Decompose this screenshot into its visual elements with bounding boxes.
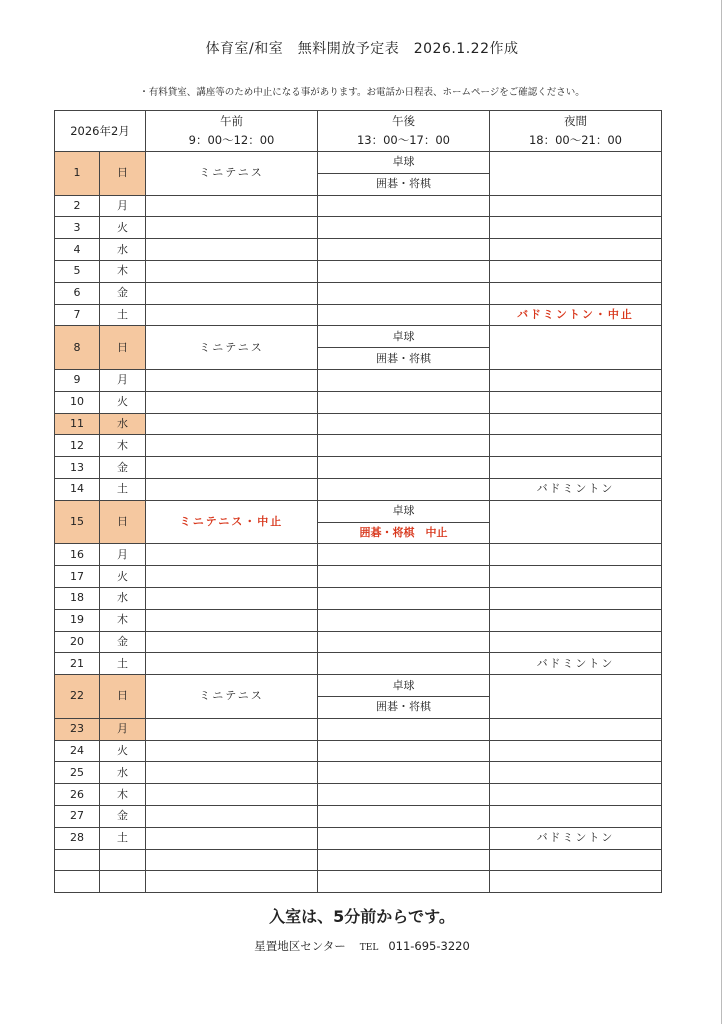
morning-activity — [146, 827, 318, 849]
day-number: 16 — [55, 544, 100, 566]
day-number: 28 — [55, 827, 100, 849]
day-row — [55, 675, 662, 697]
afternoon-activity — [318, 827, 490, 849]
morning-activity — [146, 391, 318, 413]
afternoon-activity: 囲碁・将棋 — [318, 696, 490, 718]
weekday: 土 — [100, 478, 146, 500]
weekday: 金 — [100, 282, 146, 304]
weekday: 金 — [100, 805, 146, 827]
morning-activity — [146, 566, 318, 588]
weekday: 木 — [100, 609, 146, 631]
weekday: 水 — [100, 239, 146, 261]
afternoon-time: 13：00～17：00 — [356, 133, 451, 147]
night-activity: バドミントン・中止 — [490, 304, 662, 326]
morning-activity — [146, 260, 318, 282]
blank-row — [55, 871, 662, 893]
day-number: 25 — [55, 762, 100, 784]
day-row — [55, 805, 662, 827]
schedule-table — [54, 110, 662, 893]
day-row — [55, 260, 662, 282]
afternoon-activity: 囲碁・将棋 — [318, 348, 490, 370]
night-activity — [490, 544, 662, 566]
afternoon-activity — [318, 544, 490, 566]
night-activity — [490, 609, 662, 631]
night-activity — [490, 217, 662, 239]
day-number: 19 — [55, 609, 100, 631]
weekday: 水 — [100, 413, 146, 435]
afternoon-activity — [318, 413, 490, 435]
day-number: 11 — [55, 413, 100, 435]
night-activity — [490, 566, 662, 588]
night-activity — [490, 805, 662, 827]
afternoon-activity — [318, 740, 490, 762]
morning-activity — [146, 457, 318, 479]
afternoon-activity: 卓球 — [318, 675, 490, 697]
morning-activity — [146, 762, 318, 784]
day-number: 10 — [55, 391, 100, 413]
day-row — [55, 326, 662, 348]
morning-activity: ミニテニス — [146, 675, 318, 719]
month-header: 2026年2月 — [55, 111, 146, 152]
notice: ・有料貸室、講座等のため中止になる事があります。お電話か日程表、ホームページをご確認ください。 — [139, 87, 585, 98]
day-number: 3 — [55, 217, 100, 239]
morning-activity — [146, 195, 318, 217]
morning-activity — [146, 304, 318, 326]
night-activity — [490, 195, 662, 217]
morning-activity — [146, 239, 318, 261]
weekday: 土 — [100, 304, 146, 326]
day-number: 4 — [55, 239, 100, 261]
day-row — [55, 152, 662, 174]
morning-activity — [146, 609, 318, 631]
afternoon-activity — [318, 631, 490, 653]
day-row — [55, 740, 662, 762]
afternoon-activity — [318, 260, 490, 282]
morning-activity — [146, 718, 318, 740]
afternoon-label: 午後 — [392, 114, 415, 128]
morning-activity — [146, 435, 318, 457]
day-row — [55, 784, 662, 806]
afternoon-activity — [318, 718, 490, 740]
afternoon-activity — [318, 304, 490, 326]
morning-activity: ミニテニス — [146, 152, 318, 196]
morning-activity: ミニテニス・中止 — [146, 500, 318, 544]
morning-activity — [146, 784, 318, 806]
day-number: 9 — [55, 369, 100, 391]
day-row — [55, 195, 662, 217]
night-activity: バドミントン — [490, 827, 662, 849]
afternoon-activity: 囲碁・将棋 — [318, 173, 490, 195]
afternoon-activity: 卓球 — [318, 326, 490, 348]
night-activity — [490, 282, 662, 304]
blank-cell — [318, 849, 490, 871]
afternoon-activity — [318, 435, 490, 457]
day-number: 13 — [55, 457, 100, 479]
morning-activity — [146, 282, 318, 304]
afternoon-header — [318, 111, 490, 152]
night-activity — [490, 152, 662, 196]
night-activity — [490, 435, 662, 457]
day-row — [55, 653, 662, 675]
night-activity — [490, 784, 662, 806]
morning-activity — [146, 369, 318, 391]
blank-cell — [318, 871, 490, 893]
night-activity — [490, 457, 662, 479]
day-number: 22 — [55, 675, 100, 719]
morning-activity: ミニテニス — [146, 326, 318, 370]
afternoon-activity — [318, 587, 490, 609]
afternoon-activity — [318, 239, 490, 261]
weekday: 火 — [100, 217, 146, 239]
night-activity — [490, 675, 662, 719]
weekday: 火 — [100, 391, 146, 413]
day-row — [55, 304, 662, 326]
weekday: 火 — [100, 566, 146, 588]
blank-row — [55, 849, 662, 871]
day-number: 17 — [55, 566, 100, 588]
day-number: 20 — [55, 631, 100, 653]
night-activity — [490, 587, 662, 609]
blank-cell — [490, 849, 662, 871]
night-activity — [490, 413, 662, 435]
morning-header — [146, 111, 318, 152]
weekday: 木 — [100, 260, 146, 282]
day-number: 2 — [55, 195, 100, 217]
day-number: 26 — [55, 784, 100, 806]
day-number: 18 — [55, 587, 100, 609]
day-number: 27 — [55, 805, 100, 827]
day-row — [55, 391, 662, 413]
morning-activity — [146, 740, 318, 762]
blank-cell — [55, 849, 100, 871]
entry-note: 入室は、5分前からです。 — [269, 907, 455, 926]
morning-activity — [146, 653, 318, 675]
day-row — [55, 827, 662, 849]
day-row — [55, 762, 662, 784]
day-row — [55, 282, 662, 304]
contact — [0, 938, 724, 954]
day-number: 15 — [55, 500, 100, 544]
afternoon-activity — [318, 478, 490, 500]
weekday: 月 — [100, 369, 146, 391]
morning-activity — [146, 478, 318, 500]
afternoon-activity: 卓球 — [318, 152, 490, 174]
day-row — [55, 217, 662, 239]
day-row — [55, 500, 662, 522]
night-activity: バドミントン — [490, 478, 662, 500]
blank-cell — [100, 849, 146, 871]
morning-activity — [146, 544, 318, 566]
afternoon-activity — [318, 762, 490, 784]
weekday: 水 — [100, 587, 146, 609]
day-row — [55, 631, 662, 653]
day-row — [55, 478, 662, 500]
day-row — [55, 718, 662, 740]
blank-cell — [146, 849, 318, 871]
afternoon-activity — [318, 195, 490, 217]
afternoon-activity — [318, 566, 490, 588]
afternoon-activity: 囲碁・将棋 中止 — [318, 522, 490, 544]
morning-activity — [146, 631, 318, 653]
weekday: 日 — [100, 675, 146, 719]
day-number: 12 — [55, 435, 100, 457]
tel-number: 011-695-3220 — [388, 939, 470, 953]
night-activity — [490, 326, 662, 370]
weekday: 月 — [100, 544, 146, 566]
weekday: 木 — [100, 435, 146, 457]
afternoon-activity — [318, 653, 490, 675]
tel-label: TEL — [359, 943, 379, 953]
afternoon-activity — [318, 217, 490, 239]
night-activity — [490, 762, 662, 784]
blank-cell — [146, 871, 318, 893]
morning-activity — [146, 587, 318, 609]
night-activity — [490, 718, 662, 740]
day-row — [55, 239, 662, 261]
day-row — [55, 587, 662, 609]
day-number: 8 — [55, 326, 100, 370]
night-activity — [490, 391, 662, 413]
day-number: 1 — [55, 152, 100, 196]
day-row — [55, 544, 662, 566]
night-activity — [490, 239, 662, 261]
weekday: 日 — [100, 326, 146, 370]
weekday: 木 — [100, 784, 146, 806]
night-activity — [490, 500, 662, 544]
weekday: 月 — [100, 195, 146, 217]
blank-cell — [490, 871, 662, 893]
night-activity — [490, 260, 662, 282]
afternoon-activity — [318, 391, 490, 413]
night-label: 夜間 — [564, 114, 587, 128]
blank-cell — [100, 871, 146, 893]
afternoon-activity — [318, 784, 490, 806]
day-number: 5 — [55, 260, 100, 282]
morning-activity — [146, 805, 318, 827]
center-name: 星置地区センター — [254, 939, 346, 953]
weekday: 金 — [100, 457, 146, 479]
day-row — [55, 566, 662, 588]
weekday: 土 — [100, 827, 146, 849]
night-time: 18：00～21：00 — [528, 133, 623, 147]
night-activity: バドミントン — [490, 653, 662, 675]
day-number: 21 — [55, 653, 100, 675]
afternoon-activity — [318, 457, 490, 479]
day-number: 7 — [55, 304, 100, 326]
header-row — [55, 111, 662, 152]
blank-cell — [55, 871, 100, 893]
weekday: 月 — [100, 718, 146, 740]
morning-activity — [146, 217, 318, 239]
afternoon-activity: 卓球 — [318, 500, 490, 522]
day-row — [55, 413, 662, 435]
day-number: 23 — [55, 718, 100, 740]
night-activity — [490, 740, 662, 762]
weekday: 水 — [100, 762, 146, 784]
day-number: 6 — [55, 282, 100, 304]
morning-time: 9：00～12：00 — [188, 133, 275, 147]
afternoon-activity — [318, 805, 490, 827]
night-activity — [490, 631, 662, 653]
afternoon-activity — [318, 282, 490, 304]
weekday: 日 — [100, 500, 146, 544]
day-row — [55, 435, 662, 457]
afternoon-activity — [318, 369, 490, 391]
day-row — [55, 609, 662, 631]
weekday: 金 — [100, 631, 146, 653]
weekday: 火 — [100, 740, 146, 762]
morning-activity — [146, 413, 318, 435]
afternoon-activity — [318, 609, 490, 631]
day-row — [55, 457, 662, 479]
scan-edge — [721, 0, 722, 1024]
weekday: 日 — [100, 152, 146, 196]
morning-label: 午前 — [220, 114, 243, 128]
night-activity — [490, 369, 662, 391]
day-number: 24 — [55, 740, 100, 762]
page-title: 体育室/和室 無料開放予定表 2026.1.22作成 — [205, 41, 519, 57]
night-header — [490, 111, 662, 152]
day-row — [55, 369, 662, 391]
day-number: 14 — [55, 478, 100, 500]
weekday: 土 — [100, 653, 146, 675]
